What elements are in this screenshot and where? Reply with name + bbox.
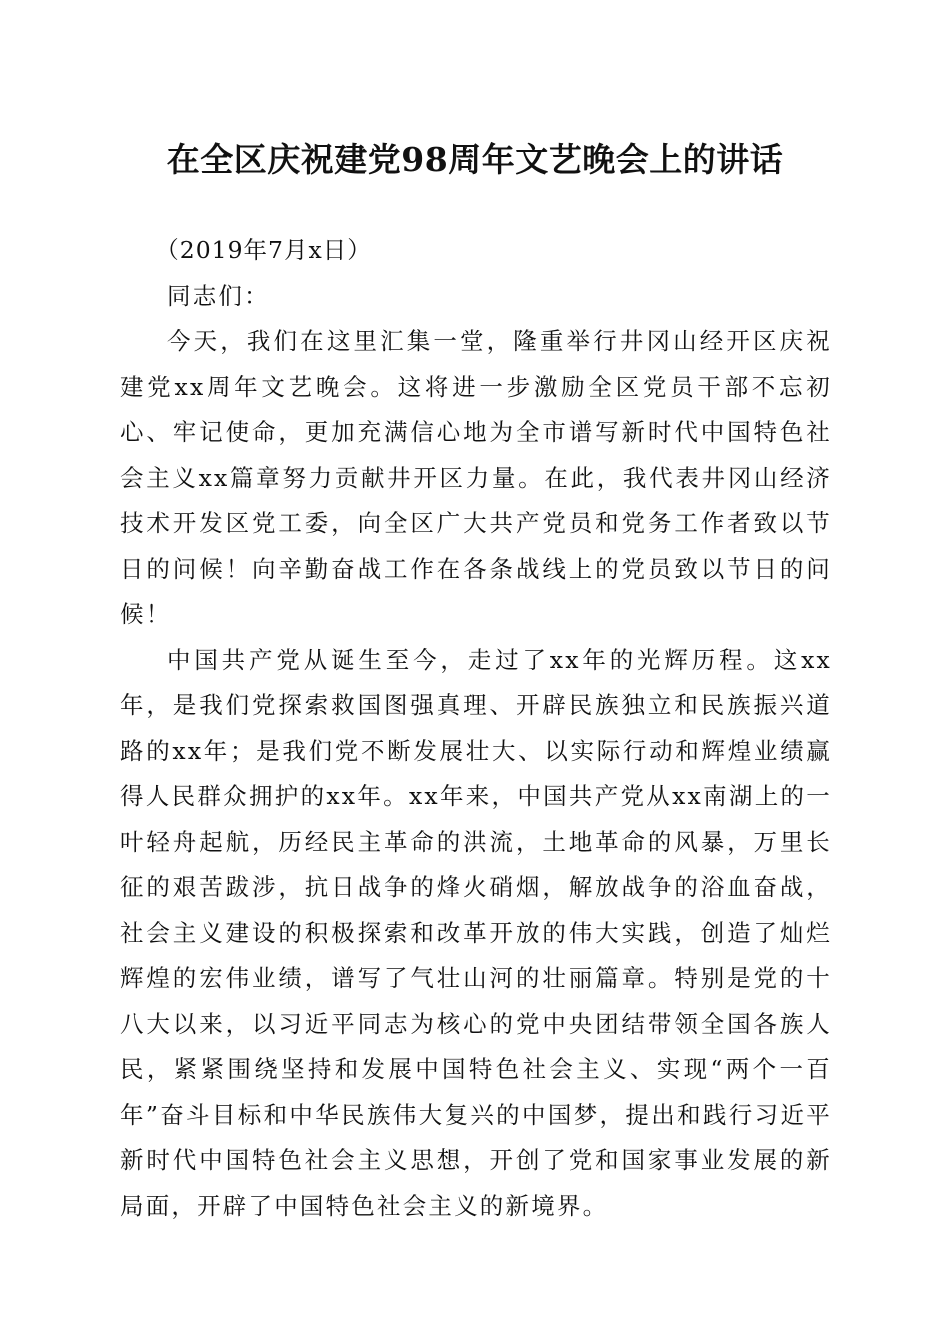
document-body [120,228,832,1229]
paragraph: 中国共产党从诞生至今，走过了xx年的光辉历程。这xx年，是我们党探索救国图强真理、开辟民族独立和民族振兴道路的xx年；是我们党不断发展壮大、以实际行动和辉煌业绩赢得人民群众拥护的xx年。xx年来，中国共产党从xx南湖上的一叶轻舟起航，历经民主革命的洪流，土地革命的风暴，万里长征的艰苦跋涉，抗日战争的烽火硝烟，解放战争的浴血奋战，社会主义建设的积极探索和改革开放的伟大实践，创造了灿烂辉煌的宏伟业绩，谱写了气壮山河的壮丽篇章。特别是党的十八大以来，以习近平同志为核心的党中央团结带领全国各族人民，紧紧围绕坚持和发展中国特色社会主义、实现“两个一百年”奋斗目标和中华民族伟大复兴的中国梦，提出和践行习近平新时代中国特色社会主义思想，开创了党和国家事业发展的新局面，开辟了中国特色社会主义的新境界。 [120,645,832,1220]
paragraph: 今天，我们在这里汇集一堂，隆重举行井冈山经开区庆祝建党xx周年文艺晚会。这将进一步激励全区党员干部不忘初心、牢记使命，更加充满信心地为全市谱写新时代中国特色社会主义xx篇章努力贡献井开区力量。在此，我代表井冈山经济技术开发区党工委，向全区广大共产党员和党务工作者致以节日的问候！向辛勤奋战工作在各条战线上的党员致以节日的问候！ [120,327,832,628]
salutation: 同志们： [167,281,270,310]
date-line: （2019年7月x日） [155,236,372,264]
document-title: 在全区庆祝建党98周年文艺晚会上的讲话 [166,140,784,179]
